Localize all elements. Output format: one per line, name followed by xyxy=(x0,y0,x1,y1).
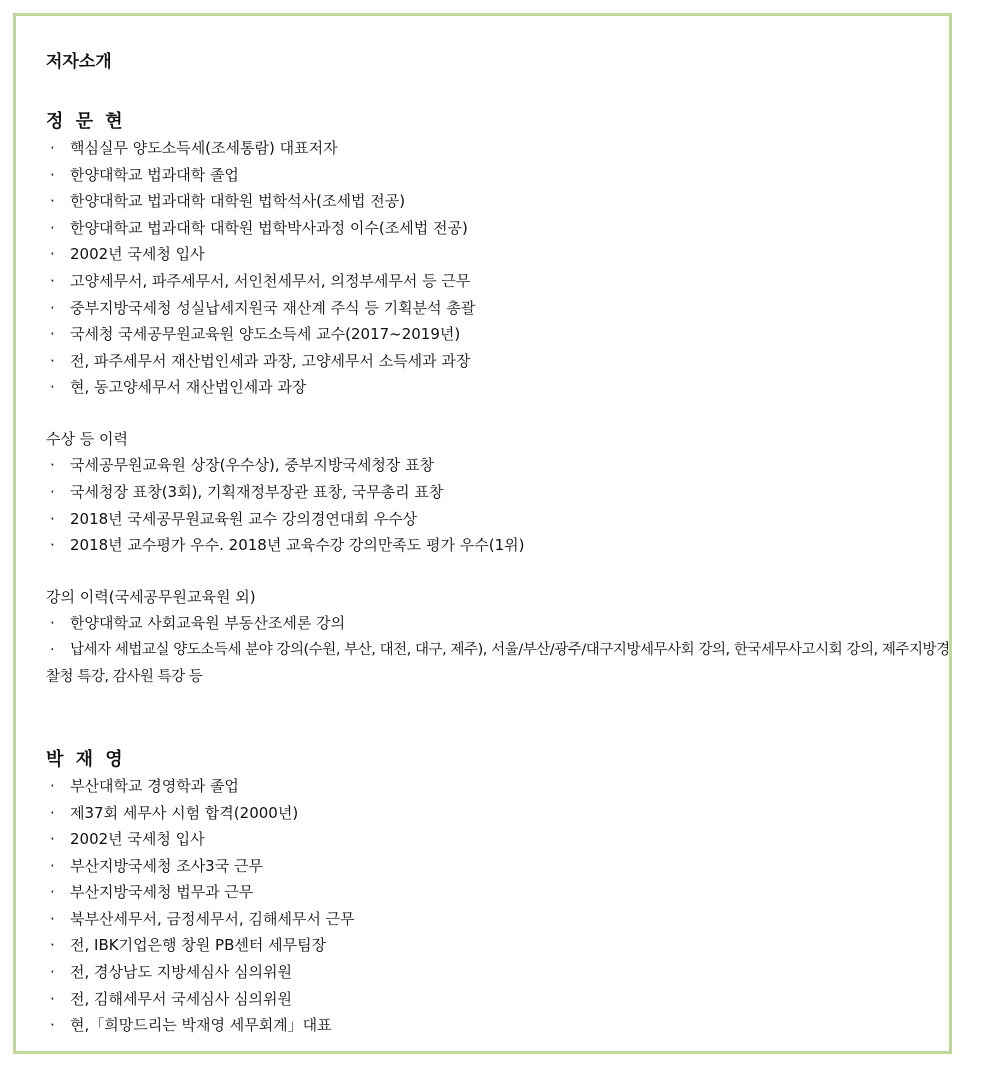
list-item: · 국세공무원교육원 상장(우수상), 중부지방국세청장 표창 xyxy=(50,456,435,475)
list-item: · 국세청 국세공무원교육원 양도소득세 교수(2017~2019년) xyxy=(50,325,461,344)
lectures-list xyxy=(46,610,951,691)
list-item: · 전, 파주세무서 재산법인세과 과장, 고양세무서 소득세과 과장 xyxy=(50,351,471,370)
list-item: · 전, 김해세무서 국세심사 심의위원 xyxy=(50,989,292,1008)
list-item: · 2002년 국세청 입사 xyxy=(50,830,205,849)
list-item: · 현, 동고양세무서 재산법인세과 과장 xyxy=(50,378,307,397)
awards-title: 수상 등 이력 xyxy=(46,429,128,448)
list-item: · 한양대학교 법과대학 대학원 법학박사과정 이수(조세법 전공) xyxy=(50,218,468,237)
list-item: · 한양대학교 법과대학 졸업 xyxy=(50,165,239,184)
list-item: · 2002년 국세청 입사 xyxy=(50,245,205,264)
author-career-list xyxy=(46,135,951,401)
author-career-list xyxy=(46,773,951,1039)
list-item: · 전, 경상남도 지방세심사 심의위원 xyxy=(50,963,292,982)
author-intro xyxy=(46,49,951,1039)
page-title: 저자소개 xyxy=(46,52,112,72)
list-item: · 제37회 세무사 시험 합격(2000년) xyxy=(50,803,299,822)
list-item: · 핵심실무 양도소득세(조세통람) 대표저자 xyxy=(50,139,338,157)
list-item: · 현,「희망드리는 박재영 세무회계」대표 xyxy=(50,1016,332,1035)
awards-list xyxy=(46,452,951,558)
list-item: · 2018년 국세공무원교육원 교수 강의경연대회 우수상 xyxy=(50,509,418,528)
author-section-2 xyxy=(46,746,951,1039)
author-name: 정 문 현 xyxy=(46,111,126,132)
list-item: · 부산지방국세청 법무과 근무 xyxy=(50,883,254,902)
list-item: · 북부산세무서, 금정세무서, 김해세무서 근무 xyxy=(50,909,355,928)
list-item: · 부산대학교 경영학과 졸업 xyxy=(50,776,239,795)
list-item: · 부산지방국세청 조사3국 근무 xyxy=(50,856,263,875)
list-item: · 고양세무서, 파주세무서, 서인천세무서, 의정부세무서 등 근무 xyxy=(50,271,471,290)
author-section-1 xyxy=(46,108,951,691)
list-item: · 2018년 교수평가 우수. 2018년 교육수강 강의만족도 평가 우수(1위) xyxy=(50,536,525,555)
list-item: · 국세청장 표창(3회), 기획재정부장관 표창, 국무총리 표창 xyxy=(50,483,444,502)
list-item: · 한양대학교 법과대학 대학원 법학석사(조세법 전공) xyxy=(50,192,406,211)
author-name: 박 재 영 xyxy=(46,748,126,770)
list-item: · 중부지방국세청 성실납세지원국 재산계 주식 등 기획분석 총괄 xyxy=(50,298,476,317)
list-item: · 전, IBK기업은행 창원 PB센터 세무팀장 xyxy=(50,936,327,955)
lectures-title: 강의 이력(국세공무원교육원 외) xyxy=(46,587,256,606)
list-item: · 한양대학교 사회교육원 부동산조세론 강의 xyxy=(50,614,346,633)
list-item: · 납세자 세법교실 양도소득세 분야 강의(수원, 부산, 대전, 대구, 제주), 서울/부산/광주/대구지방세무사회 강의, 한국세무사고시회 강의, 제주지방경찰청 특강, 감사원 특강 등 xyxy=(46,641,950,685)
